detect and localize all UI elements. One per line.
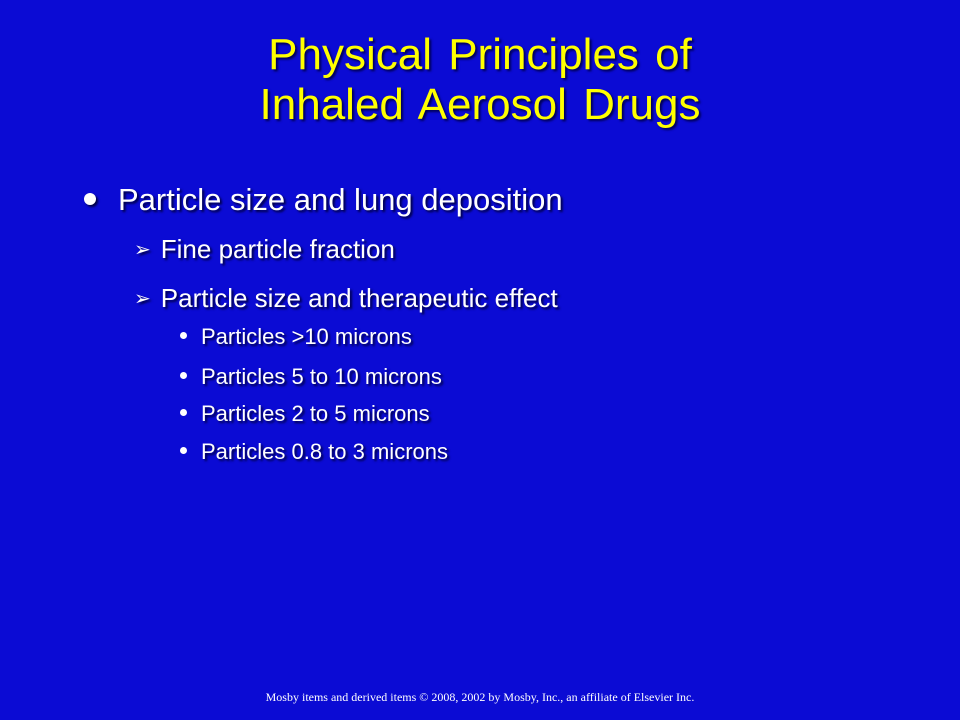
small-dot-bullet-icon: [180, 447, 187, 454]
bullet-text: Particles >10 microns: [201, 324, 412, 349]
bullet-text: Fine particle fraction: [160, 234, 395, 264]
bullet-text: Particle size and lung deposition: [118, 182, 563, 217]
bullet-level1: [84, 182, 563, 218]
bullet-level3: [180, 364, 442, 390]
bullet-text: Particles 2 to 5 microns: [201, 401, 430, 426]
bullet-level3: [180, 439, 448, 465]
small-dot-bullet-icon: [180, 372, 187, 379]
small-dot-bullet-icon: [180, 332, 187, 339]
bullet-level3: [180, 401, 430, 427]
bullet-text: Particle size and therapeutic effect: [160, 283, 558, 313]
bullet-text: Particles 0.8 to 3 microns: [201, 439, 448, 464]
title-line-1: Physical Principles of: [268, 30, 692, 79]
bullet-text: Particles 5 to 10 microns: [201, 364, 442, 389]
title-line-2: Inhaled Aerosol Drugs: [259, 80, 701, 129]
bullet-level2: [134, 234, 395, 265]
bullet-dot-icon: [84, 193, 96, 205]
copyright-footer: Mosby items and derived items © 2008, 2002 by Mosby, Inc., an affiliate of Elsevier Inc.: [265, 690, 695, 704]
bullet-level3: [180, 324, 412, 350]
arrowhead-bullet-icon: ➢: [134, 239, 151, 261]
bullet-level2: [134, 283, 558, 314]
arrowhead-bullet-icon: ➢: [134, 288, 151, 310]
small-dot-bullet-icon: [180, 409, 187, 416]
